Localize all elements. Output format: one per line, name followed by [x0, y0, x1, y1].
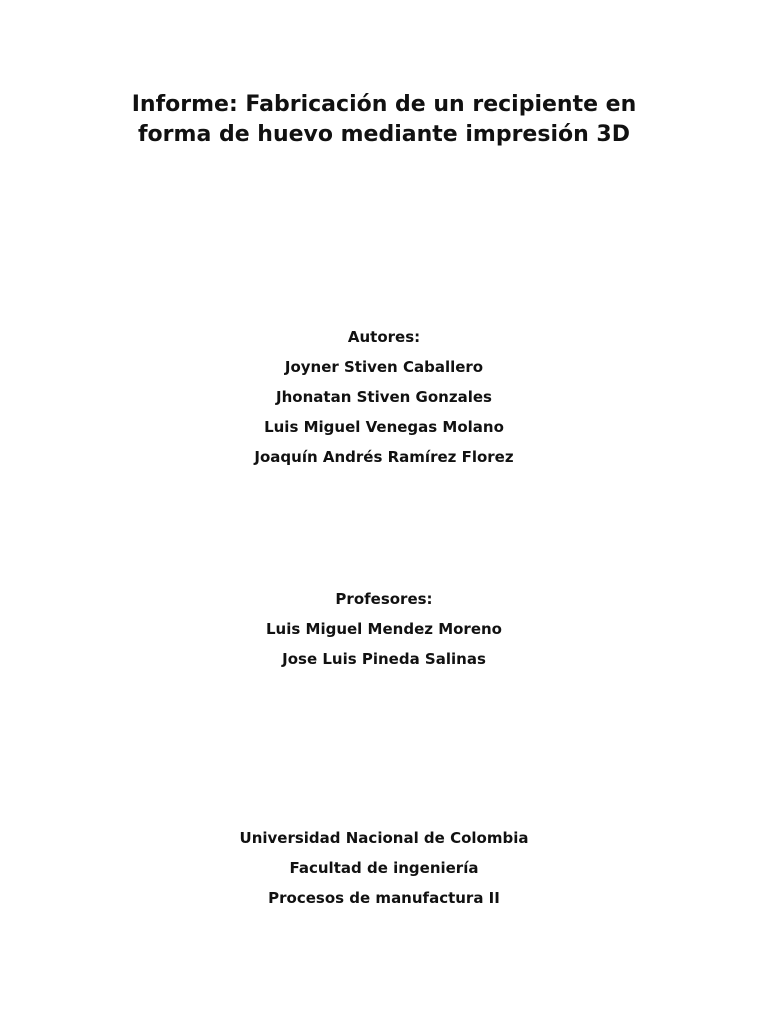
course-name: Procesos de manufactura II: [268, 889, 500, 907]
professors-heading: Profesores:: [335, 590, 433, 608]
document-title: [0, 90, 768, 150]
institution-section: [0, 823, 768, 913]
author-name: Luis Miguel Venegas Molano: [264, 418, 504, 436]
title-line: Informe: Fabricación de un recipiente en: [131, 92, 637, 117]
authors-heading: Autores:: [347, 328, 421, 346]
faculty-name: Facultad de ingeniería: [289, 859, 479, 877]
university-name: Universidad Nacional de Colombia: [239, 829, 529, 847]
professors-section: [0, 584, 768, 674]
authors-section: [0, 322, 768, 472]
title-line: forma de huevo mediante impresión 3D: [137, 122, 630, 147]
professor-name: Jose Luis Pineda Salinas: [282, 650, 486, 668]
author-name: Joaquín Andrés Ramírez Florez: [254, 448, 514, 466]
author-name: Joyner Stiven Caballero: [284, 358, 484, 376]
author-name: Jhonatan Stiven Gonzales: [276, 388, 492, 406]
professor-name: Luis Miguel Mendez Moreno: [266, 620, 502, 638]
